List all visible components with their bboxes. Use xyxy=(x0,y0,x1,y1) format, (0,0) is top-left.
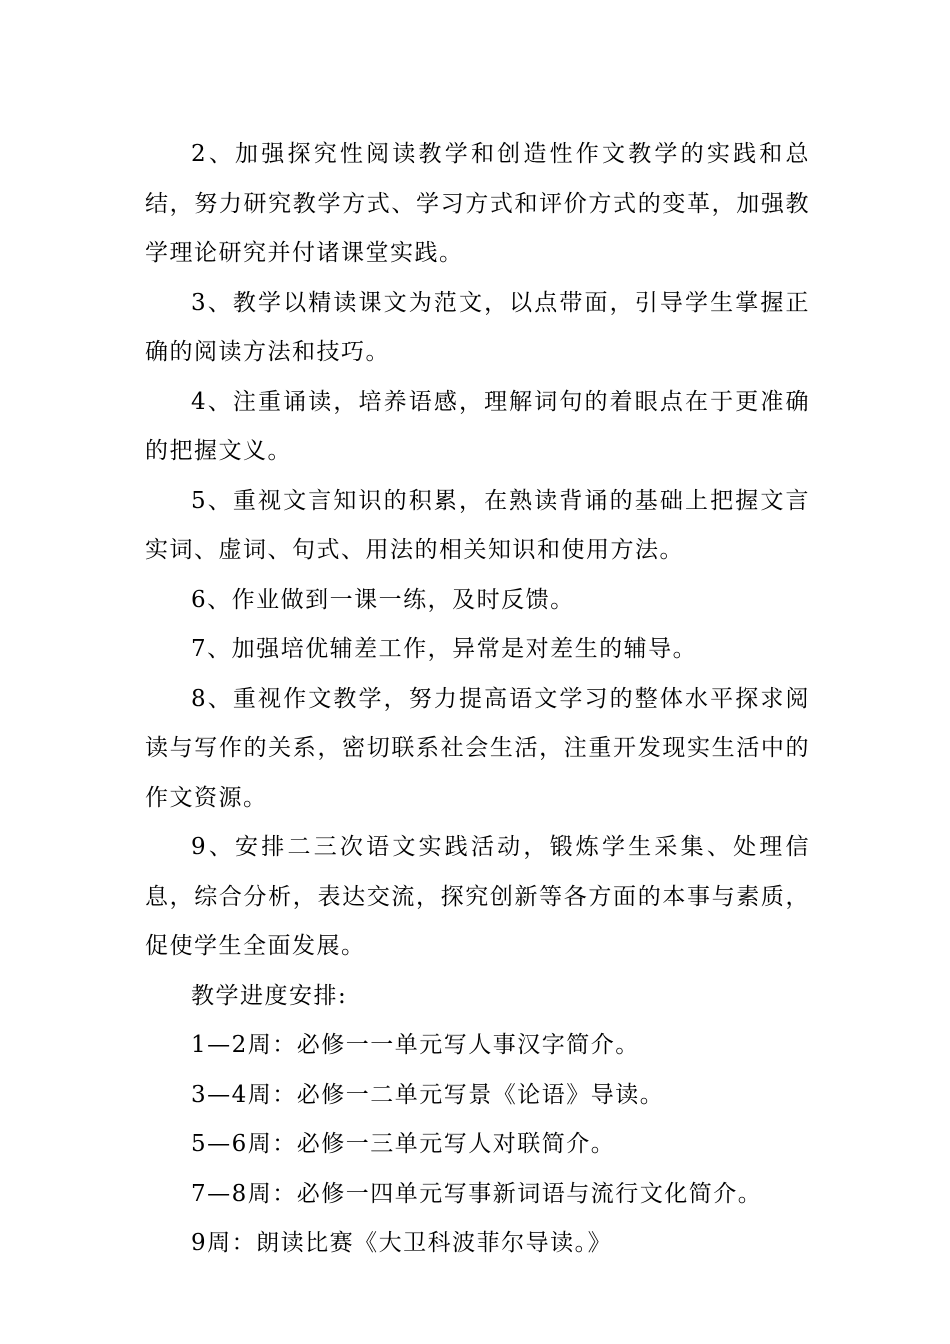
paragraph-item-8: 8、重视作文教学，努力提高语文学习的整体水平探求阅读与写作的关系，密切联系社会生活，注重开发现实生活中的作文资源。 xyxy=(145,685,810,811)
schedule-item-weeks-5-6: 5—6周：必修一三单元写人对联简介。 xyxy=(191,1131,616,1157)
document-body xyxy=(145,130,810,1269)
paragraph-item-6: 6、作业做到一课一练，及时反馈。 xyxy=(191,586,575,613)
paragraph-item-5: 5、重视文言知识的积累，在熟读背诵的基础上把握文言实词、虚词、句式、用法的相关知识和使用方法。 xyxy=(145,487,810,563)
paragraph-item-7: 7、加强培优辅差工作，异常是对差生的辅导。 xyxy=(191,636,698,662)
schedule-item-weeks-1-2: 1—2周：必修一一单元写人事汉字简介。 xyxy=(191,1032,640,1058)
schedule-heading: 教学进度安排: xyxy=(191,982,348,1009)
schedule-item-week-9: 9周：朗读比赛《大卫科波菲尔导读。》 xyxy=(191,1230,613,1256)
paragraph-item-3: 3、教学以精读课文为范文，以点带面，引导学生掌握正确的阅读方法和技巧。 xyxy=(145,289,810,365)
paragraph-item-9: 9、安排二三次语文实践活动，锻炼学生采集、处理信息，综合分析，表达交流，探究创新等各方面的本事与素质，促使学生全面发展。 xyxy=(145,834,810,959)
schedule-item-weeks-7-8: 7—8周：必修一四单元写事新词语与流行文化简介。 xyxy=(191,1180,763,1207)
paragraph-item-2: 2、加强探究性阅读教学和创造性作文教学的实践和总结，努力研究教学方式、学习方式和评价方式的变革，加强教学理论研究并付诸课堂实践。 xyxy=(145,141,810,266)
schedule-item-weeks-3-4: 3—4周：必修一二单元写景《论语》导读。 xyxy=(191,1081,665,1108)
paragraph-item-4: 4、注重诵读，培养语感，理解词句的着眼点在于更准确的把握文义。 xyxy=(145,388,810,464)
